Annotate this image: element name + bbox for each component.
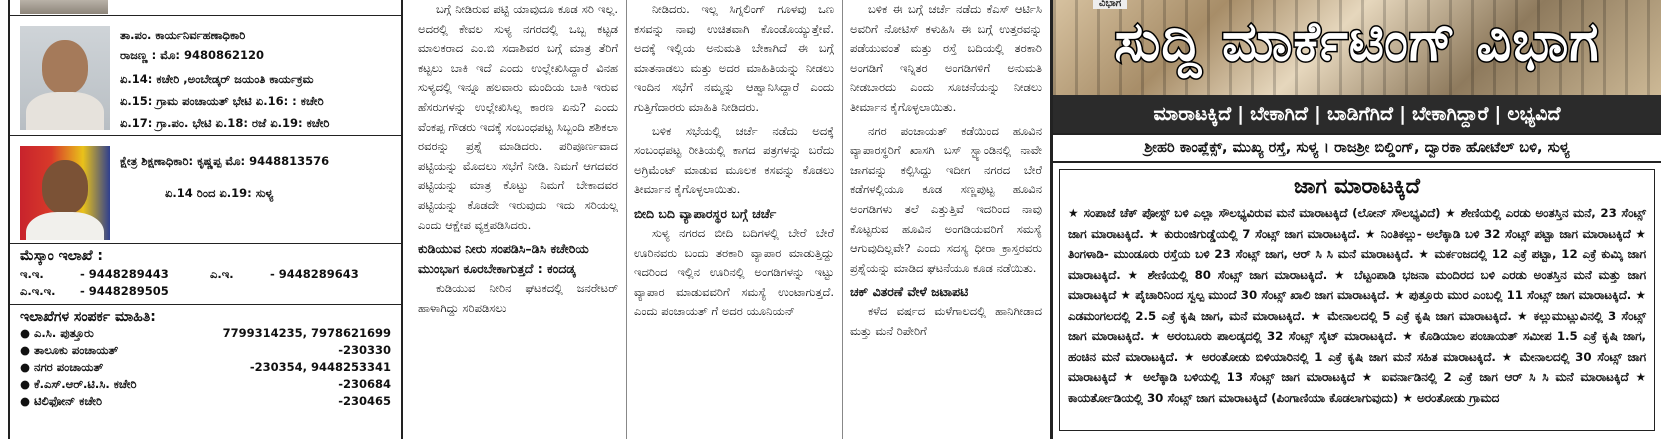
category-item: ಬೇಕಾಗಿದೆ [1250, 103, 1308, 125]
star-icon: ★ [1394, 288, 1409, 302]
official-card-2 [10, 136, 401, 244]
listing-item: ಎಡಮಂಗಲದಲ್ಲಿ 2.5 ಎಕ್ರೆ ಕೃಷಿ ಜಾಗ, ಮನೆ ಮಾರಾಟಕ್ಕಿದೆ. [1068, 308, 1311, 323]
official-photo-2 [20, 146, 110, 240]
listing-item: ಮರ್ಕಂಜದಲ್ಲಿ 12 ಎಕ್ರೆ ಪಟ್ಟಾ, 12 ಎಕ್ರೆ ಕುಮ್ಕಿ ಜಾಗ ಮಾರಾಟಕ್ಕಿದೆ. [1068, 247, 1646, 282]
star-icon: ★ [1183, 349, 1202, 364]
star-icon: ★ [1364, 226, 1381, 241]
column-divider [626, 0, 627, 439]
official2-designation-phone: ಕ್ಷೇತ್ರ ಶಿಕ್ಷಣಾಧಿಕಾರಿ: ಕೃಷ್ಣಪ್ಪ ಮೊ: 9448813576 [120, 154, 330, 168]
article-paragraph: ಕುಡಿಯುವ ನೀರಿನ ಘಟಕದಲ್ಲಿ ಜನರೇಟರ್ ಹಾಳಾಗಿದ್ದು ಸರಿಪಡಿಸಲು [418, 281, 618, 315]
contact-number: -230684 [338, 377, 391, 391]
listing-item: ಪೈಚಾರಿನಿಂದ ಸ್ವಲ್ಪ ಮುಂದೆ 30 ಸೆಂಟ್ಸ್ ಖಾಲಿ ಜಾಗ ಮಾರಾಟಕ್ಕಿದೆ. [1135, 288, 1395, 302]
article-paragraph: ಬಳಿಕ ಈ ಬಗ್ಗೆ ಚರ್ಚೆ ನಡೆದು ಕೆಎಸ್ ಆರ್ಟಿಸಿ ಅವರಿಗೆ ನೋಟಿಸ್ ಕಳುಹಿಸಿ ಈ ಬಗ್ಗೆ ಉತ್ತರವನ್ನು ಪಡೆಯುವಂತೆ ಮತ್ತು ರಸ್ತೆ ಬದಿಯಲ್ಲಿ ತರಕಾರಿ ಅಂಗಡಿಗೆ ಇನ್ನಿತರ ಅಂಗಡಿಗಳಿಗೆ ಅನುಮತಿ ನೀಡಬಾರದು ಎಂದು ಸೂಚನೆಯನ್ನು ನೀಡಲು ತೀರ್ಮಾನ ಕೈಗೊಳ್ಳಲಾಯಿತು. [850, 2, 1042, 114]
listing-item: ಶೇಣಿಯಲ್ಲಿ 80 ಸೆಂಟ್ಸ್ ಜಾಗ ಮಾರಾಟಕ್ಕಿದೆ. [1147, 267, 1334, 282]
article-column-3 [850, 0, 1042, 342]
contact-row [20, 376, 391, 393]
mescom-label: ಇ.ಇ. [20, 267, 44, 281]
listing-item: ಐವರ್ನಾಡಿನಲ್ಲಿ 2 ಎಕ್ರೆ ಜಾಗ ಆರ್ ಸಿ ಸಿ ಮನೆ ಮಾರಾಟಕ್ಕಿದೆ [1381, 370, 1636, 384]
contact-number: 7799314235, 7978621699 [222, 326, 391, 340]
contact-number: -230354, 9448253341 [249, 360, 391, 374]
star-icon: ★ [1635, 288, 1647, 302]
listing-item: ಮೇನಾಲದಲ್ಲಿ 5 ಎಕ್ರೆ ಕೃಷಿ ಜಾಗ ಮಾರಾಟಕ್ಕಿದೆ. [1327, 308, 1517, 323]
mescom-row [20, 266, 391, 283]
contact-name: ● ಕೆ.ಎಸ್.ಆರ್.ಟಿ.ಸಿ. ಕಚೇರಿ [20, 377, 137, 391]
officials-column [8, 0, 403, 439]
listing-item: ಬೆಟ್ಟಂಪಾಡಿ ಭಜನಾ ಮಂದಿರದ ಬಳಿ ಎರಡು ಅಂತಸ್ತಿನ ಮನೆ ಮತ್ತು ಜಾಗ ಮಾರಾಟಕ್ಕಿದೆ [1068, 267, 1647, 302]
listing-item: ಸಂಪಾಜೆ ಚೆಕ್ ಪೋಸ್ಟ್ ಬಳಿ ಎಲ್ಲಾ ಸೌಲಭ್ಯವಿರುವ ಮನೆ ಮಾರಾಟಕ್ಕಿದೆ (ಲೋನ್ ಸೌಲಭ್ಯವಿದೆ) [1083, 206, 1446, 220]
category-separator: | [1399, 103, 1407, 125]
land-sale-title: ಜಾಗ ಮಾರಾಟಕ್ಕಿದೆ [1293, 174, 1421, 198]
marketing-banner [1053, 0, 1661, 95]
land-listings [1068, 203, 1646, 408]
star-icon: ★ [1402, 390, 1418, 405]
star-icon: ★ [1149, 329, 1167, 343]
mescom-title: ಮೆಸ್ಕಾಂ ಇಲಾಖೆ : [20, 248, 103, 264]
star-icon: ★ [1635, 226, 1646, 241]
article-column-1 [418, 0, 618, 318]
article-column-2 [634, 0, 834, 322]
official1-schedule-2: ಏ.15: ಗ್ರಾಮ ಪಂಚಾಯತ್ ಭೇಟಿ ಏ.16: : ಕಚೇರಿ [120, 94, 324, 108]
star-icon: ★ [1120, 288, 1136, 302]
official1-name-phone: ರಾಜಣ್ಣ : ಮೊ: 9480862120 [120, 48, 265, 62]
column-divider [842, 0, 843, 439]
article-subheading: ಚಕ್ ವಿತರಣೆ ವೇಳೆ ಜಟಾಪಟಿ [850, 284, 969, 300]
article-paragraph: ನೀಡಿದರು. ಇಲ್ಲ ಸಿಗ್ನಲಿಂಗ್ ಗೂಳವು ಒಣ ಕಸವನ್ನು ನಾವು ಉಚಿತವಾಗಿ ಕೊಂಡೊಯ್ಯುತ್ತೇವೆ. ಅದಕ್ಕೆ ಇಲ್ಲಿಯ ಅನುಮತಿ ಬೇಕಾಗಿದೆ ಈ ಬಗ್ಗೆ ಮಾತನಾಡಲು ಮತ್ತು ಅದರ ಮಾಹಿತಿಯನ್ನು ನೀಡಲು ಇಂದಿನ ಸಭೆಗೆ ನಮ್ಮನ್ನು ಆಹ್ವಾನಿಸಿದ್ದಾರೆ ಎಂದು ಗುತ್ತಿಗೆದಾರರು ಮಾಹಿತಿ ನೀಡಿದರು. [634, 2, 834, 114]
star-icon: ★ [1635, 370, 1647, 384]
article-paragraph: ನಗರ ಪಂಚಾಯತ್ ಕಡೆಯಿಂದ ಹೂವಿನ ವ್ಯಾಪಾರಸ್ಥರಿಗೆ ಖಾಸಗಿ ಬಸ್ ಸ್ಟ್ಯಾಂಡಿನಲ್ಲಿ ನಾವೇ ಜಾಗವನ್ನು ಕಲ್ಪಿಸಿದ್ದು ಇದೀಗ ನಗರದ ಬೇರೆ ಕಡೆಗಳಲ್ಲಿಯೂ ಕೂಡ ಸಣ್ಣಪುಟ್ಟ ಹೂವಿನ ಅಂಗಡಿಗಳು ತಲೆ ಎತ್ತುತ್ತಿವೆ ಇದರಿಂದ ನಾವು ಕೊಟ್ಟರುವ ಹೂವಿನ ಅಂಗಡಿಯವರಿಗೆ ಸಮಸ್ಯೆ ಆಗುವುದಿಲ್ಲವೇ? ಎಂದು ಸದಸ್ಯ ಧೀರಾ ಕ್ರಾಸ್ತರವರು ಪ್ರಶ್ನೆಯನ್ನು ಮಾಡಿದ ಘಟನೆಯೂ ಕೂಡ ನಡೆಯಿತು. [850, 123, 1042, 275]
star-icon: ★ [1501, 349, 1520, 364]
listing-item: ಕಾಯರ್ತೋಡಿಯಲ್ಲಿ 30 ಸೆಂಟ್ಸ್ ಜಾಗ ಮಾರಾಟಕ್ಕಿದೆ (ಪಿಂಗಾಣಿಯಾ ಕೊಡಲಾಗುವುದು) [1068, 390, 1403, 405]
official2-schedule: ಏ.14 ರಿಂದ ಏ.19: ಸುಳ್ಯ [165, 186, 274, 200]
official-card-1 [10, 16, 401, 136]
contact-row [20, 359, 391, 376]
star-icon: ★ [1148, 226, 1165, 241]
star-icon: ★ [1516, 308, 1534, 323]
land-sale-box [1059, 169, 1655, 431]
article-paragraph: ಬಗ್ಗೆ ನೀಡಿರುವ ಪಟ್ಟಿ ಯಾವುದೂ ಕೂಡ ಸರಿ ಇಲ್ಲ. ಅದರಲ್ಲಿ ಕೇವಲ ಸುಳ್ಯ ನಗರದಲ್ಲಿ ಒಬ್ಬ ಕಟ್ಟಡ ಮಾಲಕರಾದ ಎಂ.ಬಿ ಸದಾಶಿವರ ಬಗ್ಗೆ ಮಾತ್ರ ತೆರಿಗೆ ಕಟ್ಟಲು ಬಾಕಿ ಇದೆ ಎಂದು ಉಲ್ಲೇಖಿಸಿದ್ದಾರೆ ವಿನಹ ಸುಳ್ಯದಲ್ಲಿ ಇನ್ನೂ ಹಲವಾರು ಮಂದಿಯ ಬಾಕಿ ಇರುವ ಹೆಸರುಗಳನ್ನು ಉಲ್ಲೇಖಿಸಿಲ್ಲ ಕಾರಣ ಏನು? ಎಂದು ವೆಂಕಪ್ಪ ಗೌಡರು ಇದಕ್ಕೆ ಸಂಬಂಧಪಟ್ಟ ಸಿಬ್ಬಂದಿ ಶಶಿಕಲಾ ರವರನ್ನು ಪ್ರಶ್ನೆ ಮಾಡಿದರು. ಪರಿಪೂರ್ಣವಾದ ಪಟ್ಟಿಯನ್ನು ಮೊದಲು ಸಭೆಗೆ ನೀಡಿ. ನಿಮಗೆ ಆಗದವರ ಪಟ್ಟಿಯನ್ನು ಮಾತ್ರ ಕೊಟ್ಟು ನಿಮಗೆ ಬೇಕಾದವರ ಪಟ್ಟಿಯನ್ನು ಕೊಡದೇ ಇರುವುದು ಇದು ಸರಿಯಲ್ಲ ಎಂದು ಆಕ್ಷೇಪ ವ್ಯಕ್ತಪಡಿಸಿದರು. [418, 2, 618, 232]
listing-item: ಅಲೆಕ್ಕಾಡಿ ಬಳಿಯಲ್ಲಿ 13 ಸೆಂಟ್ಸ್ ಜಾಗ ಮಾರಾಟಕ್ಕಿದೆ [1143, 370, 1362, 384]
star-icon: ★ [1123, 370, 1144, 384]
previous-card-strip [10, 0, 401, 16]
listing-item: ಕೊಡಿಯಾಲ ಪಂಚಾಯತ್ ಸಮೀಪ 1.5 ಎಕ್ರೆ ಕೃಷಿ ಜಾಗ, ಹಂಚಿನ ಮನೆ ಮಾರಾಟಕ್ಕಿದೆ. [1068, 329, 1646, 364]
mescom-number: - 9448289643 [270, 267, 359, 281]
office-address: ಶ್ರೀಹರಿ ಕಾಂಪ್ಲೆಕ್ಸ್, ಮುಖ್ಯ ರಸ್ತೆ, ಸುಳ್ಯ । ರಾಜಶ್ರೀ ಬಿಲ್ಡಿಂಗ್, ದ್ವಾರಕಾ ಹೋಟೆಲ್ ಬಳಿ, ಸುಳ್ಯ [1053, 133, 1661, 163]
category-bar [1053, 95, 1661, 133]
contact-row [20, 325, 391, 342]
contact-row [20, 393, 391, 410]
mescom-label: ಎ.ಇ. [210, 267, 234, 281]
star-icon: ★ [1402, 329, 1420, 343]
contact-number: -230465 [338, 394, 391, 408]
listing-item: ನಿಂತಿಕಲ್ಲು- ಅಲೆಕ್ಕಾಡಿ ಬಳಿ 32 ಸೆಂಟ್ಸ್ ಪಟ್ಟಾ ಜಾಗ ಮಾರಾಟಕ್ಕಿದೆ [1380, 226, 1636, 241]
category-item: ಬೇಕಾಗಿದ್ದಾರೆ [1412, 103, 1489, 125]
category-item: ಲಭ್ಯವಿದೆ [1507, 103, 1561, 125]
category-separator: | [1313, 103, 1321, 125]
contact-row [20, 342, 391, 359]
mescom-number: - 9448289443 [80, 267, 169, 281]
official1-schedule-1: ಏ.14: ಕಚೇರಿ ,ಅಂಬೇಡ್ಕರ್ ಜಯಂತಿ ಕಾರ್ಯಕ್ರಮ [120, 72, 314, 86]
listing-item: ಮೇನಾಲದಲ್ಲಿ 30 ಸೆಂಟ್ಸ್ ಜಾಗ ಮಾರಾಟಕ್ಕಿದೆ [1068, 349, 1647, 384]
star-icon: ★ [1445, 206, 1461, 220]
listing-item: ಕುರುಂಜಿಗುಡ್ಡೆಯಲ್ಲಿ 7 ಸೆಂಟ್ಸ್ ಜಾಗ ಮಾರಾಟಕ್ಕಿದೆ. [1164, 226, 1365, 241]
contact-name: ● ಟಿಲಿಫೋನ್ ಕಚೇರಿ [20, 394, 103, 408]
listing-item: ಅರಂಬೂರು ಪಾಲಡ್ಕದಲ್ಲಿ 32 ಸೆಂಟ್ಸ್ ಸೈಟ್ ಮಾರಾಟಕ್ಕಿದೆ. [1167, 329, 1403, 343]
star-icon: ★ [1127, 267, 1148, 282]
official1-schedule-3: ಏ.17: ಗ್ರಾ.ಪಂ. ಭೇಟಿ ಏ.18: ರಜೆ ಏ.19: ಕಚೇರಿ [120, 116, 330, 130]
official1-designation: ತಾ.ಪಂ. ಕಾರ್ಯನಿರ್ವಹಣಾಧಿಕಾರಿ [120, 28, 246, 42]
contact-name: ● ಎ.ಸಿ. ಪುತ್ತೂರು [20, 326, 94, 340]
star-icon: ★ [1418, 247, 1435, 261]
category-item: ಮಾರಾಟಕ್ಕಿದೆ [1153, 103, 1232, 125]
article-subheading: ಬೀದಿ ಬದಿ ವ್ಯಾಪಾರಸ್ಥರ ಬಗ್ಗೆ ಚರ್ಚೆ [634, 205, 777, 221]
official-photo-1 [20, 26, 110, 130]
listing-item: ಅರಂತೋಡು ಗ್ರಾಮದ [1417, 390, 1500, 405]
listing-item: ತಿಂಗಳಾಡಿ- ಮುಂಡೂರು ರಸ್ತೆಯ ಬಳಿ 23 ಸೆಂಟ್ಸ್ ಜಾಗ, ಆರ್ ಸಿ ಸಿ ಮನೆ ಮಾರಾಟಕ್ಕಿದೆ. [1068, 247, 1419, 261]
category-separator: | [1494, 103, 1502, 125]
category-item: ಬಾಡಿಗೆಗಿದೆ [1326, 103, 1394, 125]
marketing-column [1050, 0, 1661, 439]
mescom-section [10, 244, 401, 305]
star-icon: ★ [1361, 370, 1382, 384]
marketing-title: ಸುದ್ದಿ ಮಾರ್ಕೆಟಿಂಗ್ ವಿಭಾಗ [1114, 10, 1600, 73]
article-subheading: ಕುಡಿಯುವ ನೀರು ಸಂಪಡಿಸಿ–ಡಿಸಿ ಕಚೇರಿಯ ಮುಂಭಾಗ ಕೂರಬೇಕಾಗುತ್ತದೆ : ಕಂದಡ್ಕ [418, 241, 589, 277]
contact-name: ● ತಾಲೂಕು ಪಂಚಾಯತ್ [20, 343, 119, 357]
star-icon: ★ [1068, 206, 1084, 220]
contacts-title: ಇಲಾಖೆಗಳ ಸಂಪರ್ಕ ಮಾಹಿತಿ: [20, 309, 156, 325]
previous-photo [20, 0, 108, 14]
contact-number: -230330 [338, 343, 391, 357]
contact-name: ● ನಗರ ಪಂಚಾಯತ್ [20, 360, 104, 374]
banner-tag: ವಿಭಾಗ [1093, 0, 1127, 9]
article-paragraph: ಬಳಿಕ ಸಭೆಯಲ್ಲಿ ಚರ್ಚೆ ನಡೆದು ಅದಕ್ಕೆ ಸಂಬಂಧಪಟ್ಟ ರೀತಿಯಲ್ಲಿ ಕಾಗದ ಪತ್ರಗಳನ್ನು ಬರೆದು ಅಗ್ರಿಮೆಂಟ್ ಮಾಡುವ ಮೂಲಕ ಕಸವನ್ನು ಕೊಡಲು ತೀರ್ಮಾನ ಕೈಗೊಳ್ಳಲಾಯಿತು. [634, 123, 834, 197]
contacts-section [10, 305, 401, 414]
article-paragraph: ಸುಳ್ಯ ನಗರದ ಬೀದಿ ಬದಿಗಳಲ್ಲಿ ಬೇರೆ ಬೇರೆ ಊರಿನವರು ಬಂದು ತರಕಾರಿ ವ್ಯಾಪಾರ ಮಾಡುತ್ತಿದ್ದು ಇದರಿಂದ ಇಲ್ಲಿನ ಊರಿನಲ್ಲಿ ಅಂಗಡಿಗಳನ್ನು ಇಟ್ಟು ವ್ಯಾಪಾರ ಮಾಡುವವರಿಗೆ ಸಮಸ್ಯೆ ಉಂಟಾಗುತ್ತದೆ. ಎಂದು ಪಂಚಾಯತ್ ಗೆ ಅದರ ಯೂನಿಯನ್ [634, 225, 834, 319]
listing-item: ಶೇಣಿಯಲ್ಲಿ ಎರಡು ಅಂತಸ್ತಿನ ಮನೆ, 23 ಸೆಂಟ್ಸ್ ಜಾಗ ಮಾರಾಟಕ್ಕಿದೆ. [1068, 206, 1647, 241]
star-icon: ★ [1310, 308, 1328, 323]
category-separator: | [1237, 103, 1245, 125]
mescom-label: ಎ.ಇ.ಇ. [20, 284, 56, 298]
article-paragraph: ಕಳೆದ ವರ್ಷದ ಮಳೆಗಾಲದಲ್ಲಿ ಹಾನಿಗೀಡಾದ ಮತ್ತು ಮನೆ ರಿಪೇರಿಗೆ [850, 304, 1042, 338]
listing-item: ಕಲ್ಲುಮುಟ್ಲುವಿನಲ್ಲಿ 3 ಸೆಂಟ್ಸ್ ಜಾಗ ಮಾರಾಟಕ್ಕಿದೆ. [1068, 308, 1646, 343]
mescom-number: - 9448289505 [80, 284, 169, 298]
listing-item: ಪುತ್ತೂರು ಮುರ ಎಂಬಲ್ಲಿ 11 ಸೆಂಟ್ಸ್ ಜಾಗ ಮಾರಾಟಕ್ಕಿದೆ. [1408, 288, 1636, 302]
star-icon: ★ [1333, 267, 1355, 282]
mescom-row [20, 283, 391, 300]
listing-item: ಅರಂತೋಡು ಬಿಳಿಯಾರಿನಲ್ಲಿ 1 ಎಕ್ರೆ ಕೃಷಿ ಜಾಗ ಮನೆ ಸಹಿತ ಮಾರಾಟಕ್ಕಿದೆ. [1201, 349, 1502, 364]
